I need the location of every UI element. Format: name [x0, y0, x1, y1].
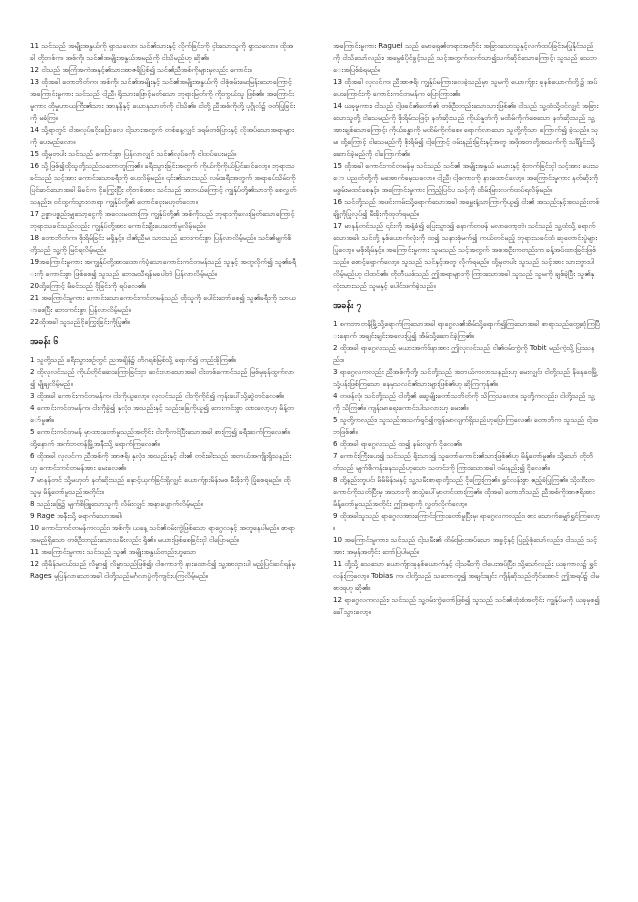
- left-block1: [30, 40, 297, 328]
- verse: 15 ထိုအခါ ကောင်းကင်တမန်မှ သင်သည် သင်၏ အမျိုးအနွယ် မယားနှင့် စုံဘက်ခြင်းငှါ သင့်အား ပေးသော ပညတ်တို့ကို မအောက်မေ့သလော။ ငါ့ညီ၊ ငါ့စကားကို နားထောင်လော့။ အကြောင်းမူကား နတ်ဆိုးကို မစွမ်းမထင်စေနှင့်။ အကြောင်းမူကား ကြည့်ပြင်ပ သင့်ကို ထိမ်းမြားလက်ထပ်ရလိမ့်မည်။: [333, 161, 599, 194]
- verse: 17 ဥစ္စာပစ္စည်းမျှသော့ငွေကို အလေးမထားကြ၊ ကျွန်ုပ်တို့၏ အစ်ကိုသည် ဘုရားကိုလေးမြတ်သောကြောင့် ဘုရားသခင်သည်လည်း ကျွန်ုပ်တို့အား ကောင်းချီးပေးတော်မူလိမ့်မည်။: [30, 209, 295, 230]
- verse: 11 အကြောင်းမူကား သင်သည် သူ၏ အမျိုးအနွယ်တည်းဟူသော: [30, 547, 197, 556]
- verse: 13 ထိုအခါ တောဘိတ်က၊ အစ်ကို၊ သင်၏အမျိုးနှင့် သင်၏အမျိုးအနွယ်ကို ငါစုံစမ်းမေးမြန်းသောကြောင့် အကြောင်းမူကား သင်သည် ငါ့ညီ၊ ရိုးသားဖြောင့်မတ်သော ဘုရားမြတ်ကို ကိုးကွယ်သူ ဖြစ်၏။ အကြောင်းမူကား ထိုမှုဟာယကြီး၏သား အာနနိနှင့် ယောနသာတ်ကို ငါသိ၏။ ငါတို့ ညီအစ်ကိုတို့ ပုဂ္ဂိုလ်၌ ဝတ်ပြုခြင်းကို မခံကြ။: [30, 77, 296, 122]
- verse: 17 မာနန်တင်သည် ၎င်းကို အနံ့ခံ၍ ပြေးသွား၍ နောက်တဖန် မလာတော့ဘဲ၊ သင်သည် သူ့ထံသို့ ရောက်သောအခါ၊ သင်တို့ နှစ်ယောက်လုံးကို ထ၍ သနားစုံမက်၍ ကယ်တင်မည့် ဘုရားသခင်ထံ ဆုတောင်းပွဲများပြုလော့။ မစိုးရိမ်နှင့်။ အကြောင်းမူကား သူမသည် သင့်အတွက် အစအဦးကတည်းက ခန့်အပ်ထားခြင်းဖြစ်သည်။ စောင့်ရှောက်လော့။ သူသည် သင်နှင့်အတူ လိုက်ရမည်။ ထို့မှတပါး သူသည် သင့်အား သားဘွားပါလိမ့်မည်ဟု ငါထင်၏။ တိုဘီယစ်သည် ဤအရာများကို ကြားသောအခါ သူသည် သူမကို ချစ်ခဲ့ပြီး သူ၏နှလုံးသားသည် သူမနှင့် ပေါင်းဖက်ခဲ့သည်။: [333, 221, 598, 290]
- verse: 11 သင်သည် အမျိုးအနွယ်ကို ရှာသလော၊ သင်၏သားနှင့် လိုက်ခြင်းကို ငှါးသောသူကို ရှာသလော။ ထိုအခါ တိုဘစ်က၊ အစ်ကို၊ သင်၏အမျိုးအနွယ်အမည်ကို ငါသိမည်ဟု ဆို၏။: [30, 41, 294, 62]
- verse: 22ထိုအခါ သူသည်ငိုကြွေးခြင်းကိုပြု၏။: [30, 317, 130, 326]
- verse: 16 သို့ဖြစ်၍ထိုသူတို့သည်သဘောတူကြ၏။ ခရီးသွားခြင်းအတွက် ကိုယ်ကိုကိုယ်ပြင်ဆင်လော့။ ဘုရားသခင်သည် သင့်အား ကောင်းသောခရီးကို ပေးလိမ့်မည်။ ၎င်း၏သားသည် လမ်းခရီးအတွက် အရာခပ်သိမ်းကို ပြင်ဆင်သောအခါ မိခင်က ငိုကြွေးပြီး တိုဘစ်အား သင်သည် အဘယ်ကြောင့် ကျွန်ုပ်တို့၏သားကို စေလွှတ်သနည်း။ ဝင်ထွက်သွားလာရာ ကျွန်ုပ်တို့၏ တောင်ဝှေးမဟုတ်လော။: [30, 161, 297, 206]
- verse: 16 သင်တို့သည် အဖင်းကမ်းသို့ရောက်သောအခါ အမွှေးနံ့သာကြာကိုယူ၍ ငါး၏ အသည်းနှင့်အသည်းတစ်ချို့ကိုပြုလုပ်၍ မီးခိုးကိုထုတ်ရမည်။: [333, 197, 600, 218]
- verse: 1 စကဘာတနိမြို့သို့ရောက်ကြသောအခါ ရာဂွေလ၏အိမ်သို့ရောက်၍ကြသောအခါ စာရာသည်တွေ့ဆုံကြပြီးနောက် အချင်းချင်းအလေးပြု၍ အိမ်သို့ဆောင်ခဲ့ကြ၏။: [333, 319, 600, 340]
- verse: 20ထို့ကြောင့် မိခင်သည် ငိုခြင်းကို ရပ်လေ၏။: [30, 281, 147, 290]
- verse: 10 အကြောင်းမူကား၊ သင်သည် ငါ့သမီး၏ ထိမ်းမြားအပ်သော အခွင့်နှင့် ပြည့်စုံသော်လည်း၊ ငါသည် သင့်အား အမှန်အတိုင်း ဘော်ပြပါမည်။: [333, 535, 598, 556]
- verse: 21 အကြောင်းမူကား ကောင်းသောကောင်းကင်တမန်သည် ထိုသူကို ပေါင်းဘော်စေ၍ သူ၏ခရီးကို သာယာစေပြီး ဘေးကင်းစွာ ပြန်လာလိမ့်မည်။: [30, 293, 296, 314]
- verse: 8 သည်းခြေ၌ မျက်စိဖြူသောသူကို လိမ်းလျှင် အနာပျောက်လိမ့်မည်။: [30, 499, 203, 508]
- verse: 3 ထိုအခါ ကောင်းကင်တမန်က၊ ငါးကိုယူလော့။ လုလင်သည် ငါးကိုကိုင်၍ ကုန်းပေါ်သို့ဆွဲတင်လေ၏။: [30, 391, 285, 400]
- verse: 11 ထို့သို့ သေသော ယောက်ျားခုနစ်ယောက်နှင့် ငါ့သမီးကို ငါပေးအပ်ပြီး၊ သို့သော်လည်း ယခုကာလ၌ ရွှင်လန်းကြလော့။ Tobias က၊ ငါတို့သည် သဘောတူ၍ အချင်းချင်း ကျိန်ဆိုသည်တိုင်အောင် ဤအရပ်၌ ငါမစားရဟု ဆို၏။: [333, 559, 600, 592]
- chapter-heading: အခန်း ၆: [30, 337, 59, 347]
- verse: 14 သို့ရာတွင် ငါအလုပ်ခဝိုးပြောလေ ငါ့သားအတွက် တစ်နေ့လျှင် ဒရမ်တစ်ပြားနှင့် လိုအပ်သောအရာများကို ပေးမည်လော။: [30, 125, 294, 146]
- verse: 6 ထိုအခါ လုလင်က ညီအစ်ကို အာဇရိ၊ နှလုံး၊ အသည်းနှင့် ငါး၏ တင်းခါးသည် အဘယ်အကျိုးရှိသနည်းဟု ကောင်းကင်တမန်အား မေးလေ၏။: [30, 451, 292, 472]
- verse: 2 ထိုလုလင်သည် ကိုယ်တိုင်ဆေးကြောခြင်းငှာ ဆင်းလာသောအခါ ငါးတစ်ကောင်သည် မြစ်မှခုန်ထွက်လာ၍ မျိုချလိမ့်မည်။: [30, 367, 295, 388]
- verse: 18 တောဘိတ်က၊ စိုးရိမ်ခြင်း မရှိနှင့်။ ငါ၏ညီမ၊ သားသည် ဘေးကင်းစွာ ပြန်လာလိမ့်မည်။ သင်၏မျက်စိတို့သည် သူ့ကို မြင်ရလိမ့်မည်။: [30, 233, 292, 254]
- verse: 12 ရာဂွေလကလည်း၊ သင်သည် သူ့ဝမ်းကွဲတော်ဖြစ်၍ သူသည် သင်၏ထုံးစံအတိုင်း ကျွန်ုပ်မကို ယခုမှစ၍ ခေါ်သွားလော့။: [333, 595, 600, 616]
- verse: 7 ကောင်းကြီးပေး၍ သင်သည် ရိုးသား၍ သူတော်ကောင်း၏သားဖြစ်၏ဟု မိန့်တော်မူ၏။ သို့သော် တိုဘိတ်သည် မျက်စိကန်းနေသည်ဟုသော သတင်းကို ကြားသောအခါ ဝမ်းနည်း၍ ငိုလေ၏။: [333, 451, 594, 472]
- verse: 6 ထိုအခါ ရာဂွေလသည် ထ၍ နမ်းလျက် ငိုလေ၏။: [333, 439, 462, 448]
- verse: 12 ထိုမိန်းမငယ်သည် လိမ္မာ၍ လိမ္မာသည်ဖြစ်၍၊ ငါစကားကို နားထောင်၍ သူ့အားငှားပါ မည့်ပြင်ဆင်ရန်မှ Rages မှပြန်လာသောအခါ ငါတို့သည်မင်္ဂလာပွဲကိုကျင်းပကြလိမ့်မည်။: [30, 559, 296, 580]
- right-block2: [333, 318, 600, 618]
- verse: 9 Rage အနီးသို့ ရောက်သောအခါ၊: [30, 511, 123, 520]
- verse: 3 ရာဂွေလကလည်း ညီအစ်ကိုတို့၊ သင်တို့သည် အဘယ်ကလာသနည်းဟု မေးလျှင်၊ ငါတို့သည် နိနေဝေမြို့ သုံ့ပန်းဖြစ်ကြသော နေမှသလင်၏သားများဖြစ်၏ဟု ဆိုကြကုန်၏။: [333, 367, 598, 388]
- verse: 10 ကောင်းကင်တမန်ကလည်း၊ အစ်ကို၊ ယနေ့ သင်၏ဝမ်းကွဲဖြစ်သော ရာဂွေလနှင့် အတူနေပါမည်။ စာရာအမည်ရှိသော တစ်ဦးတည်းသောသမီးလည်း ရှိ၏။ မယားဖြစ်စေခြင်းငှါ ငါပြောမည်။: [30, 523, 295, 544]
- verse: 4 ကောင်းကင်တမန်က၊ ငါးကိုခွဲ၍ နှလုံး၊ အသည်းနှင့် သည်းခြေကိုယူ၍ ဘေးကင်းစွာ ထားလော့ဟု မိန့်တော်မူ၏။: [30, 403, 294, 424]
- verse: 5 သူတို့ကလည်း၊ သူသည်အသက်ရှင်၍ကျန်းမာလျက်ရှိသည်ဟုပြောကြလေ၏၊ တောဘိက သူသည် ငါ့အဘဖြစ်၏။: [333, 415, 598, 436]
- left-block2: [30, 354, 297, 582]
- verse: 5 ကောင်းကင်တမန် မှာထားတော်မူသည်အတိုင်း ငါးကိုကင်ပြီးသောအခါ စားကြ၍ ခရီးဆက်ကြလေ၏။ ထို့နောက် အက်ဘတန်မြို့အနီးသို့ ရောက်ကြလေ၏။: [30, 427, 290, 448]
- verse: 15 ထို့မှတပါး သင်သည် ကောင်းစွာ ပြန်လာလျှင် သင်၏လုပ်ခကို ငါထပ်ပေးမည်။: [30, 149, 237, 158]
- verse: 19အကြောင်းမူကား အကျွန်ုပ်တို့အားထောက်ပံ့သောကောင်းကင်တမန်သည် သူနှင့် အတူလိုက်၍ သူ၏ခရီးကို ကောင်းစွာ ဖြစ်စေ၍ သူသည် ဘေးမသီရန်မခပါဘဲ ပြန်လာလိမ့်မည်။: [30, 257, 297, 278]
- left-column: [30, 40, 297, 582]
- verse: 4 တဖန်လုံ၊ သင်တို့သည် ငါတို့၏ ဆွေမျိုးတော်သဘိတ်ကို သိကြသလော။ သူတို့ကလည်း၊ ငါတို့သည် သူ့ကို သိကြ၏။ ကျန်းမာရေးကောင်းပါသလားဟု မေး၏။: [333, 391, 595, 412]
- verse: 1 သူတို့သည် ခရီးသွားစဉ်တွင် ညအချိန်၌ တိဂရစ်မြစ်သို့ ရောက်၍ တည်းခိုကြ၏။: [30, 355, 237, 364]
- right-column: [333, 40, 600, 618]
- verse: အကြောင်းမူကား Raguel သည် မောရှေ၏တရားအတိုင်း အခြားသောသူနှင့်လက်ထပ်ခြင်းမပြုနိုင်သည်ကို ငါသိသော်လည်း၊ အမွေခံပိုင်ခွင့်သည် သင့်အတွက်ထက်သာ၍သက်ဆိုင်သောကြောင့်၊ သူသည် သေဘေးအပြစ်ခံရမည်။: [333, 41, 597, 74]
- verse: 7 မာနန်တင် သို့မဟုတ် နတ်ဆိုးသည် နှောင့်ယှက်ခြင်းရှိလျှင် ယောက်ျားမိန်းမစ မီးခိုးကို ပြုံစေရမည်။ ထိုသူမှ မိန့်တော်မူသည်အတိုင်း။: [30, 475, 291, 496]
- verse: 2 ထိုအခါ ရာဂွေလသည် မယားအက်ဒ်နာအား ဤလုလင်သည် ငါ၏ဝမ်းကွဲကို Tobit မည်ကဲ့သို့ ပြဿနည်း။: [333, 343, 595, 364]
- verse: 8 ထို့နည်းတူပင်၊ မိမိမိန်းမနှင့် သူ့သမီးစာရာတို့သည် ငိုကြွေးကြ၏။ ရွှင်လန်းစွာ ဧည့်ခံပြုကြ၏။ သိုးထီးတကောင်ကိုသတ်ပြီးမှ အသားကို စားပွဲပေါ်မှာတင်ထားကြ၏။ ထိုအခါ တောဘိသည် ညီအစ်ကိုအာဇရိအား မိန့်တော်မူသည်အတိုင်း ဤအရာကို လွှတ်လိုက်လော့။: [333, 475, 595, 508]
- verse: 13 ထိုအခါ လုလင်က၊ ညီအာဇရိ၊ ကျွန်ုပ်မကြားလေခဲ့သည်မှာ သူမကို ယောက်ျား ခုနစ်ယောက်တို့၌ အပ်ပေးကြောင်းကို ကောင်းကင်တမန်က ပြောကြား၏။: [333, 77, 598, 98]
- verse: 14 ယခုမူကား၊ ငါသည် ငါ့ဖခင်၏တော်၏ တစ်ဦးတည်းသောသားဖြစ်၏။ ငါသည် သူ့ထံသို့ဝင်လျှင် အခြားသောသူတို့ ငါသေမည်ကို စိုးရိမ်သဖြင့်၊ နတ်ဆိုးသည် ကိုယ်နှုတ်ကို မထိမ်ကိုက်စေသော နတ်ဆိုးသည် သူ့အားချစ်သောကြောင့်၊ ကိုယ်ခန္ဓာကို မထိမ်ကိုက်စေ။ ရောက်လာသော သူတို့ကိုသာ ကြောက်၍ ခဲ့သည်။ သုမ၊ ထို့ကြောင့် ငါသေမည်ကို စိုးရိမ်၍ ငါ့ကြောင့် ဝမ်းနည်းခြင်းနှင့်အတူ အဖိုအဘတို့အသက်ကို သင်္ချိုင်းသို့ ဆောင်ခဲ့မည်ကို ငါကြောက်၏။: [333, 101, 599, 158]
- right-block1: [333, 40, 600, 292]
- chapter-heading: အခန်း ၇: [333, 301, 362, 311]
- verse: 9 ထိုအခါသူသည် ရာဂွေလအားကြောင်းကြားတော်မူပြီးမှ၊ ရာဂွေလကလည်း၊ စား သောက်မျှော်ရွှင်ကြလော့။: [333, 511, 600, 532]
- verse: 12 ငါသည် အကြံအကဲအနှင့်၏သားအာဇရိပြစ်၍ သင်၏ညီအစ်ကိုများမှလည်း ကောင်း။: [30, 65, 252, 74]
